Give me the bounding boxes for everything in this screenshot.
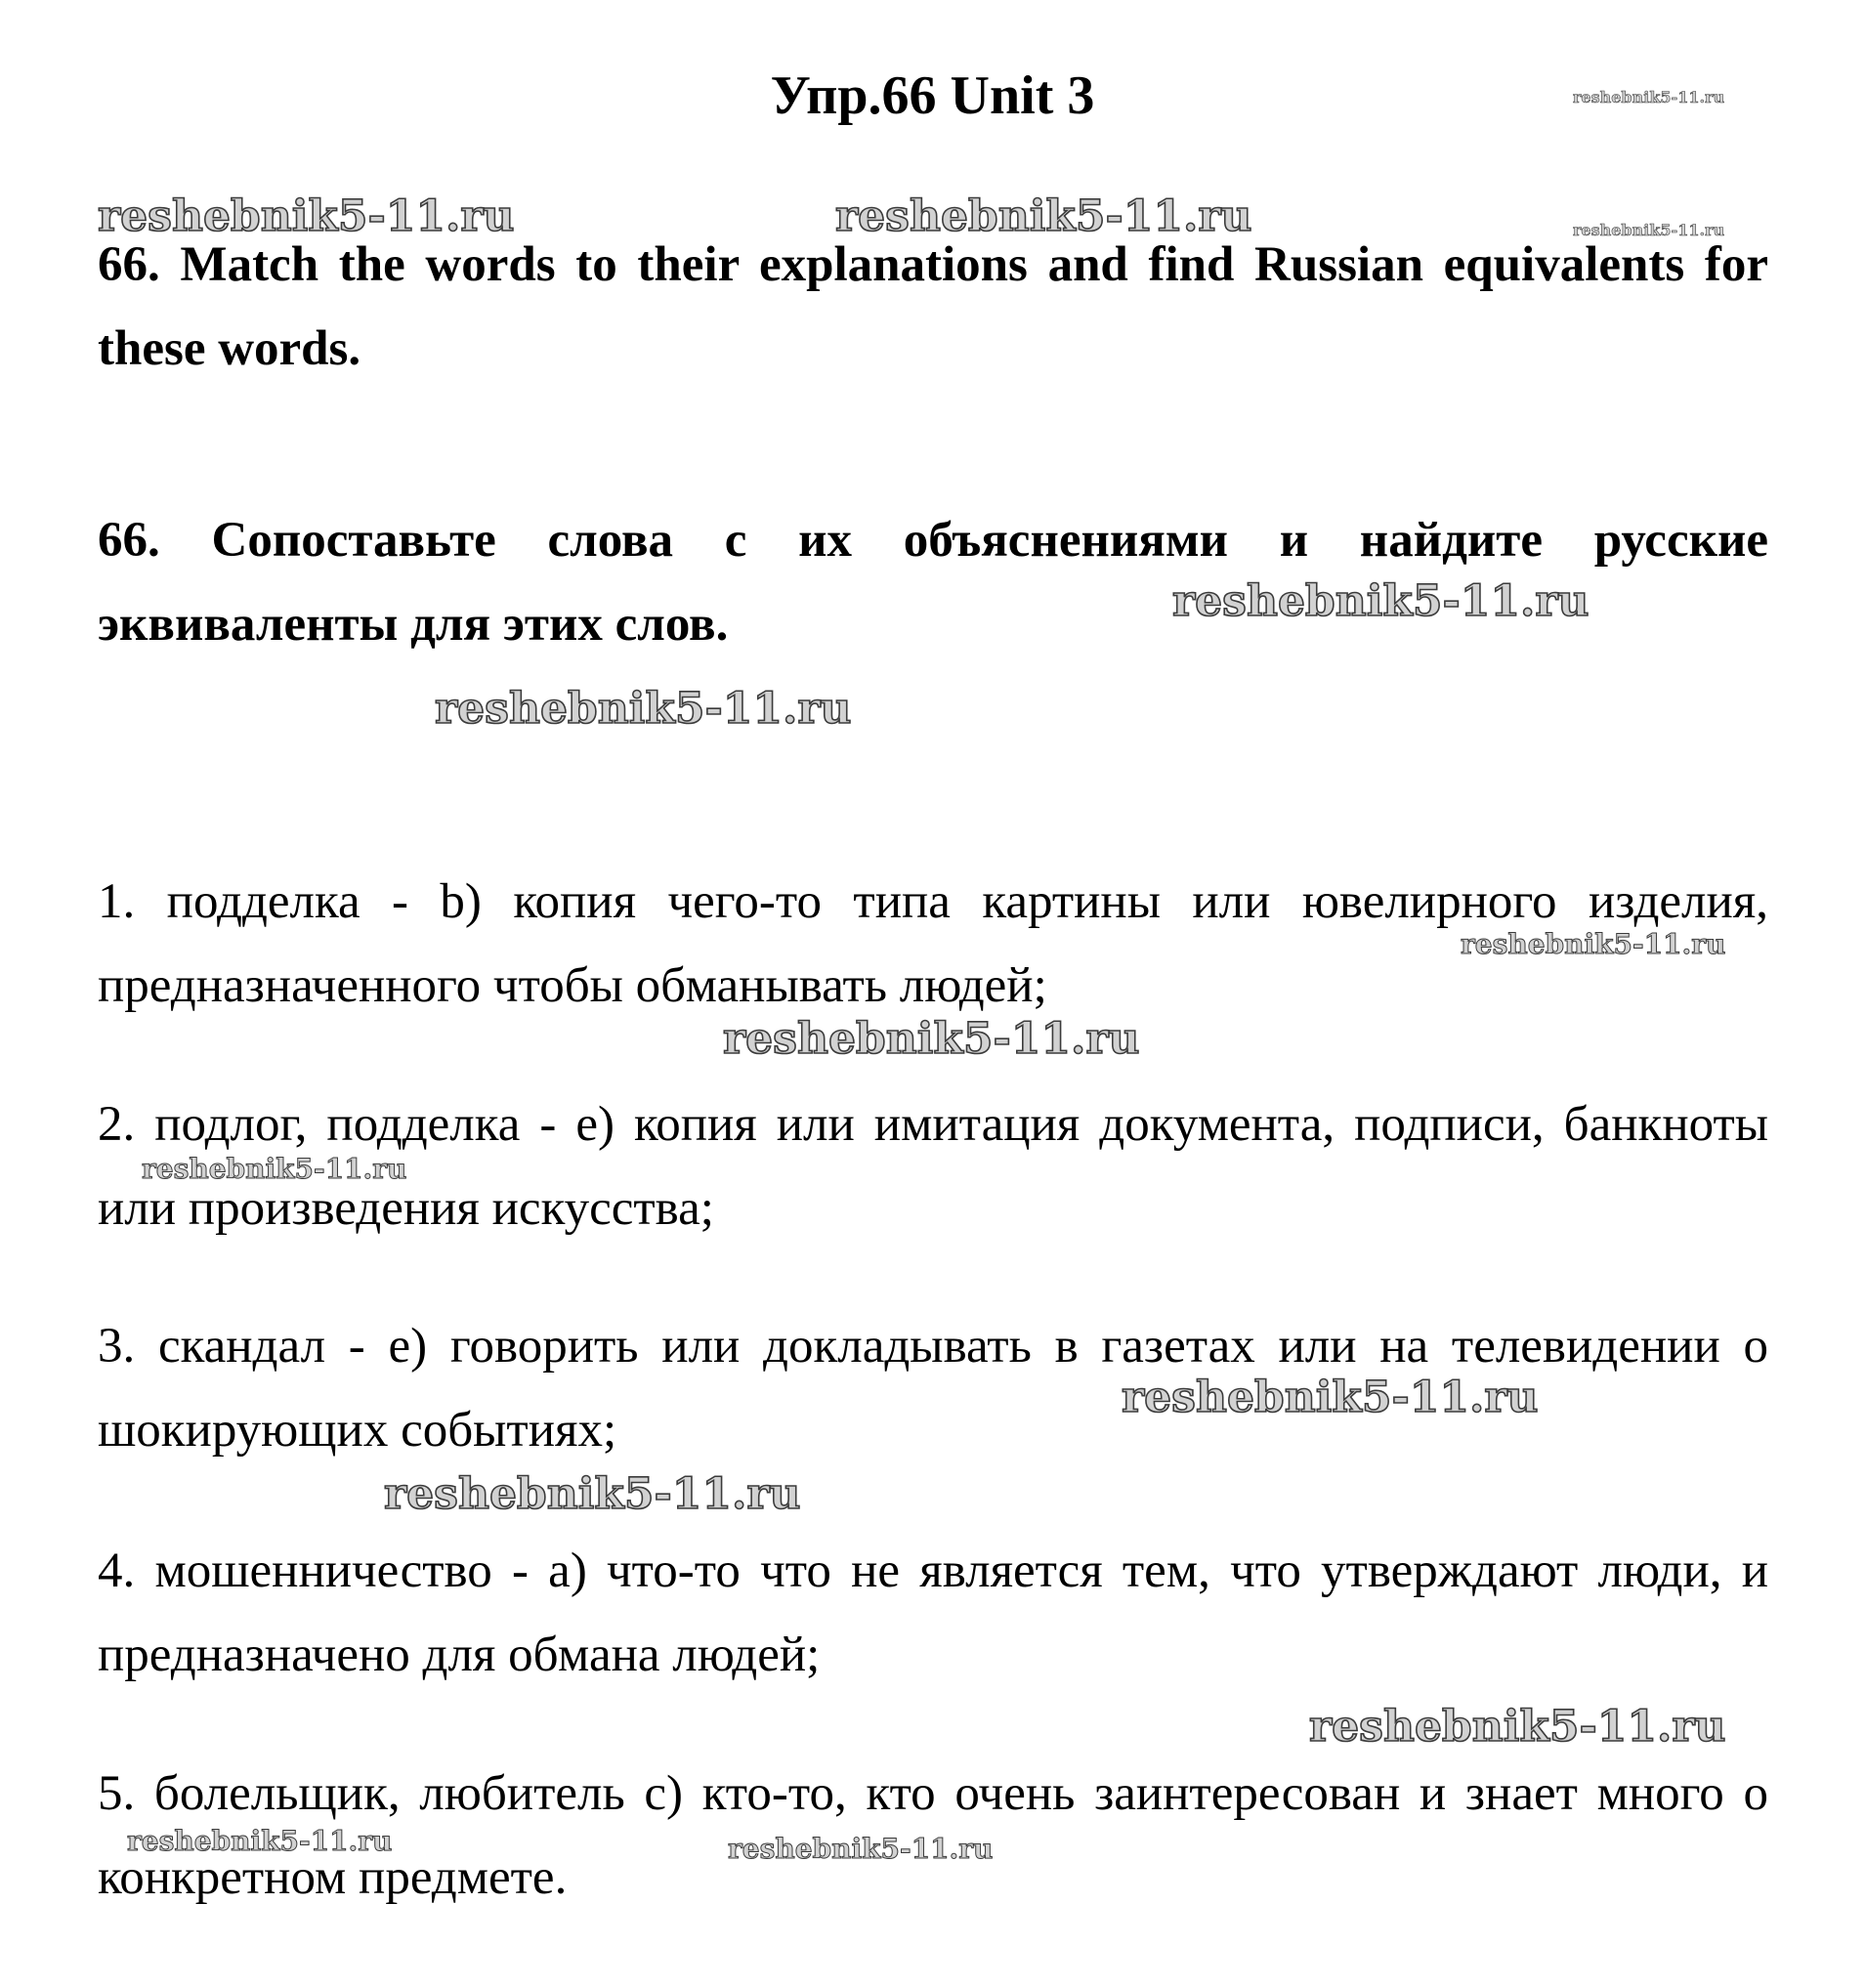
watermark: reshebnik5-11.ru [1461, 928, 1726, 960]
answer-item-3: 3. скандал - e) говорить или докладывать в газетах или на телевидении о шокирующих событиях; [98, 1319, 1768, 1458]
task-english: 66. Match the words to their explanations and find Russian equivalents for these words. [98, 237, 1768, 376]
watermark: reshebnik5-11.ru [127, 1825, 393, 1857]
answer-item-5: 5. болельщик, любитель c) кто-то, кто очень заинтересован и знает много о конкретном предмете. [98, 1766, 1768, 1905]
watermark: reshebnik5-11.ru [1172, 576, 1589, 626]
answer-item-1: 1. подделка - b) копия чего-то типа картины или ювелирного изделия, предназначенного чтобы обманывать людей; [98, 874, 1768, 1013]
watermark: reshebnik5-11.ru [1122, 1373, 1539, 1422]
watermark: reshebnik5-11.ru [1573, 88, 1725, 106]
watermark: reshebnik5-11.ru [835, 191, 1252, 241]
watermark: reshebnik5-11.ru [98, 191, 515, 241]
watermark: reshebnik5-11.ru [384, 1469, 801, 1519]
page-title: Упр.66 Unit 3 [770, 65, 1095, 126]
watermark: reshebnik5-11.ru [723, 1014, 1140, 1064]
watermark: reshebnik5-11.ru [1309, 1702, 1726, 1752]
watermark: reshebnik5-11.ru [1573, 221, 1725, 239]
task-russian: 66. Сопоставьте слова с их объяснениями и найдите русские эквиваленты для этих слов. [98, 513, 1768, 652]
watermark: reshebnik5-11.ru [435, 684, 852, 734]
watermark: reshebnik5-11.ru [142, 1153, 407, 1185]
answer-item-4: 4. мошенничество - a) что-то что не является тем, что утверждают люди, и предназначено для обмана людей; [98, 1544, 1768, 1682]
answer-item-2: 2. подлог, подделка - e) копия или имитация документа, подписи, банкноты или произведения искусства; [98, 1097, 1768, 1236]
watermark: reshebnik5-11.ru [728, 1833, 994, 1865]
